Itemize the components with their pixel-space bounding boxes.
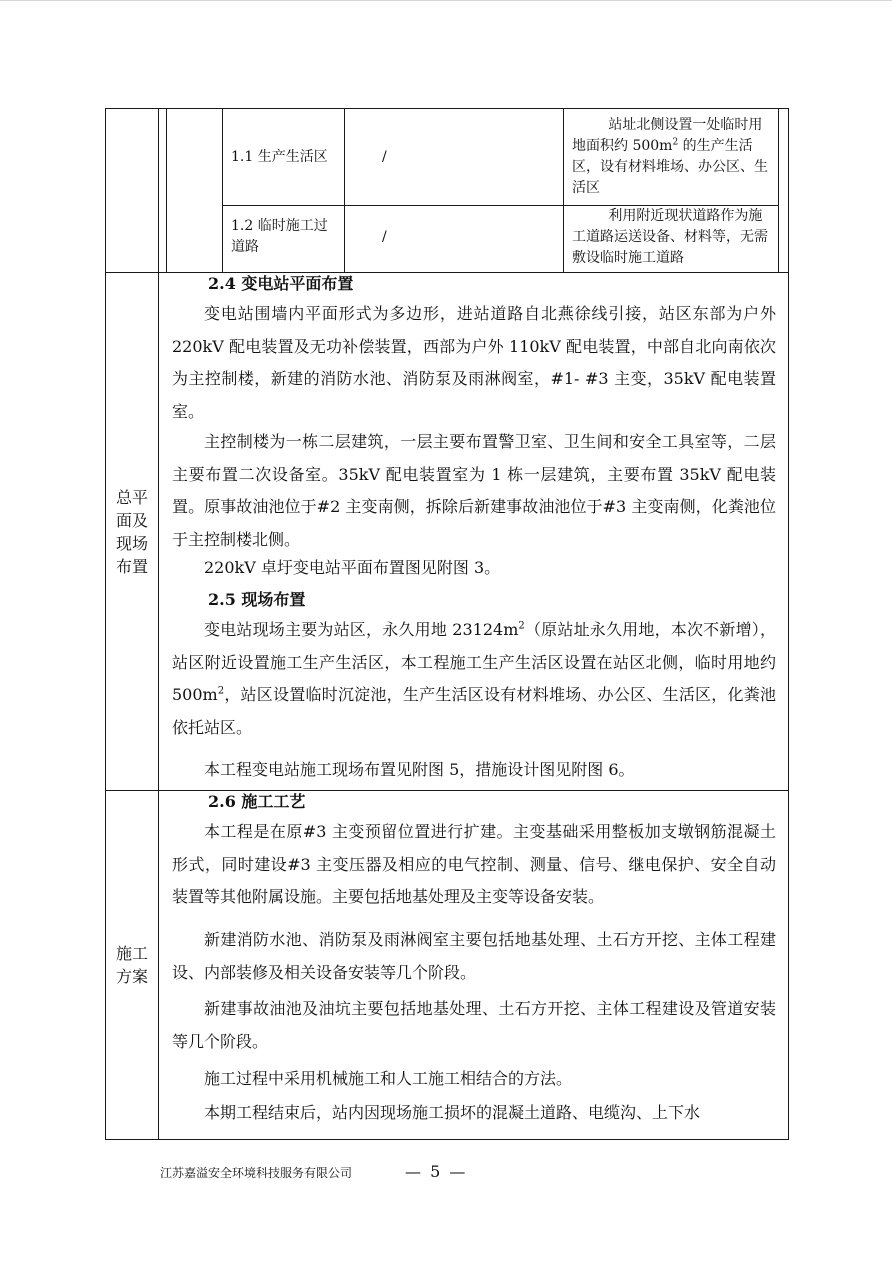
page-top-rule xyxy=(0,0,892,1)
sub-table-value: / xyxy=(382,229,387,245)
sub-table-item: 1.2 临时施工过道路 xyxy=(231,218,328,255)
paragraph: 220kV 卓圩变电站平面布置图见附图 3。 xyxy=(204,558,501,577)
sub-table-line-b xyxy=(222,108,223,272)
heading-2-5: 2.5 现场布置 xyxy=(208,590,306,609)
paragraph: 施工过程中采用机械施工和人工施工相结合的方法。 xyxy=(204,1069,573,1088)
sub-table-desc: 站址北侧设置一处临时用地面积约 $500m^2$ 的生产生活区，设有材料堆场、办公区、生活区 xyxy=(572,117,768,196)
paragraph: 新建消防水池、消防泵及雨淋阀室主要包括地基处理、土石方开挖、主体工程建设、内部装修及相关设备安装等几个阶段。 xyxy=(172,930,776,982)
paragraph: 本工程变电站施工现场布置见附图 5，措施设计图见附图 6。 xyxy=(204,760,635,779)
left-column-divider xyxy=(158,108,159,1140)
paragraph: 主控制楼为一栋二层建筑，一层主要布置警卫室、卫生间和安全工具室等，二层主要布置二次设备室。35kV 配电装置室为 1 栋一层建筑，主要布置 35kV 配电装置。原事故油池位于#2 主变南侧，拆除后新建事故油池位于#3 主变南侧，化粪池位于主控制楼北侧。 xyxy=(172,432,776,549)
heading-2-4: 2.4 变电站平面布置 xyxy=(208,274,354,293)
paragraph: 本期工程结束后，站内因现场施工损坏的混凝土道路、电缆沟、上下水 xyxy=(204,1103,701,1122)
footer-company: 江苏嘉溢安全环境科技服务有限公司 xyxy=(160,1166,353,1180)
section-label-layout: 总平面及现场布置 xyxy=(115,488,148,576)
section-label-construction: 施工方案 xyxy=(115,944,148,986)
sub-table-line-e xyxy=(778,108,779,272)
sub-table-item: 1.1 生产生活区 xyxy=(231,149,328,165)
paragraph: 新建事故油池及油坑主要包括地基处理、土石方开挖、主体工程建设及管道安装等几个阶段。 xyxy=(172,999,776,1051)
paragraph: 变电站现场主要为站区，永久用地 $23124m^2$（原站址永久用地，本次不新增），站区附近设置施工生产生活区，本工程施工生产生活区设置在站区北侧，临时用地约 $500m^2$，站区设置临时沉淀池，生产生活区设有材料堆场、办公区、生活区，化粪池依托站区。 xyxy=(172,620,776,737)
page-number: — 5 — xyxy=(405,1162,468,1181)
paragraph: 本工程是在原#3 主变预留位置进行扩建。主变基础采用整板加支墩钢筋混凝土形式，同时建设#3 主变压器及相应的电气控制、测量、信号、继电保护、安全自动装置等其他附属设施。主要包括地基处理及主变等设备安装。 xyxy=(172,822,776,906)
heading-2-6: 2.6 施工工艺 xyxy=(208,792,306,811)
sub-table-line-c xyxy=(344,108,345,272)
sub-table-line-a xyxy=(166,108,167,272)
sub-table-desc: 利用附近现状道路作为施工道路运送设备、材料等，无需敷设临时施工道路 xyxy=(572,208,768,266)
sub-table-line-d xyxy=(563,108,564,272)
paragraph: 变电站围墙内平面形式为多边形，进站道路自北燕徐线引接，站区东部为户外 220kV 配电装置及无功补偿装置，西部为户外 110kV 配电装置，中部自北向南依次为主控制楼，新建的消防水池、消防泵及雨淋阀室，#1- #3 主变，35kV 配电装置室。 xyxy=(172,304,776,421)
sub-table-value: / xyxy=(382,149,387,165)
